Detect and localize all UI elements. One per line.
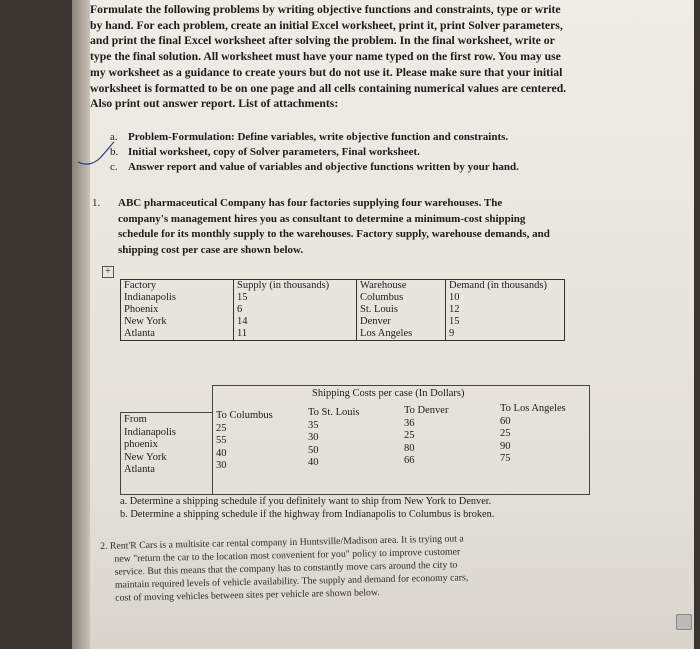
problem-line: ABC pharmaceutical Company has four factories supplying four warehouses. The <box>118 197 503 209</box>
problem-line: service. But this means that the company has to constantly move cars around the city to <box>114 559 458 578</box>
table-cell: Atlanta <box>121 328 234 341</box>
instructions-paragraph <box>90 2 566 112</box>
cost-cell: 25 <box>216 422 227 434</box>
attachment-item <box>92 160 519 175</box>
attachment-item <box>92 145 519 160</box>
header-cell: Factory <box>121 280 234 293</box>
column-header: To St. Louis <box>308 407 360 418</box>
table-cell: St. Louis <box>357 304 446 316</box>
denver-column <box>404 405 448 468</box>
document-page <box>72 0 694 649</box>
cost-cell: 25 <box>500 428 511 439</box>
from-cell: phoenix <box>124 439 158 450</box>
table-row <box>121 292 565 304</box>
los-angeles-column <box>500 403 566 466</box>
instruction-line: worksheet is formatted to be on one page and all cells containing numerical values are centered. <box>90 81 567 95</box>
from-cell: New York <box>124 451 167 463</box>
table-cell: Columbus <box>357 292 446 304</box>
item-letter: b. <box>110 146 119 158</box>
column-header: To Los Angeles <box>500 403 566 414</box>
attachments-list <box>92 130 519 175</box>
cost-cell: 90 <box>500 440 511 452</box>
table-cell: 15 <box>446 316 565 328</box>
cost-cell: 30 <box>308 432 319 443</box>
columbus-column <box>216 410 273 473</box>
table-cell: Los Angeles <box>357 328 446 341</box>
header-cell: Demand (in thousands) <box>446 280 565 293</box>
cost-cell: 40 <box>216 447 227 459</box>
from-cell: Atlanta <box>124 464 155 475</box>
cost-cell: 75 <box>500 453 511 464</box>
cost-table-caption: Shipping Costs per case (In Dollars) <box>312 388 465 399</box>
item-text: Answer report and value of variables and objective functions written by your hand. <box>128 161 519 173</box>
page-edge-shadow <box>72 0 90 649</box>
question-letter: a. <box>120 496 128 507</box>
cost-cell: 60 <box>500 415 511 427</box>
cost-cell: 66 <box>404 455 415 466</box>
item-text: Initial worksheet, copy of Solver parameters, Final worksheet. <box>128 146 420 158</box>
question-item <box>120 508 494 521</box>
from-cell: Indianapolis <box>124 426 176 438</box>
table-row <box>121 304 565 316</box>
table-row <box>121 316 565 328</box>
table-cell: Phoenix <box>121 304 234 316</box>
item-letter: c. <box>110 161 118 173</box>
instruction-line: by hand. For each problem, create an initial Excel worksheet, print it, print Solver parameters, <box>90 18 563 32</box>
problem-line-text: Rent'R Cars is a multisite car rental company in Huntsville/Madison area. It is trying out a <box>109 533 464 552</box>
table-cell: Denver <box>357 316 446 328</box>
problem-line: shipping cost per case are shown below. <box>118 243 304 256</box>
problem-line: company's management hires you as consultant to determine a minimum-cost shipping <box>118 212 526 225</box>
table-cell: 11 <box>234 328 357 341</box>
header-cell: Supply (in thousands) <box>234 280 357 293</box>
table-cell: 9 <box>446 328 565 341</box>
table-cell: 15 <box>234 292 357 304</box>
header-cell: Warehouse <box>357 280 446 293</box>
supply-demand-table <box>120 279 565 341</box>
problem-2 <box>100 532 469 605</box>
cost-cell: 35 <box>308 419 319 431</box>
instruction-line: Also print out answer report. List of attachments: <box>90 97 339 111</box>
cost-cell: 30 <box>216 460 227 471</box>
st-louis-column <box>308 407 359 470</box>
cost-cell: 80 <box>404 442 415 454</box>
question-item <box>120 495 494 508</box>
attachment-item <box>92 130 519 145</box>
scroll-corner-button[interactable] <box>676 614 692 630</box>
item-letter: a. <box>110 131 118 143</box>
question-text: Determine a shipping schedule if the highway from Indianapolis to Columbus is broken. <box>130 509 495 520</box>
table-cell: 6 <box>234 304 357 316</box>
table-header-row <box>121 280 565 293</box>
table-cell: New York <box>121 316 234 328</box>
instruction-line: Formulate the following problems by writing objective functions and constraints, type or write <box>90 3 561 16</box>
cost-cell: 36 <box>404 417 415 429</box>
from-header: From <box>124 414 147 425</box>
question-text: Determine a shipping schedule if you definitely want to ship from New York to Denver. <box>129 496 492 507</box>
instruction-line: type the final solution. All worksheet must have your name typed on the first row. You may use <box>90 50 561 64</box>
table-row <box>121 328 565 341</box>
cost-cell: 25 <box>404 430 415 441</box>
table-move-handle-icon[interactable]: + <box>102 266 114 278</box>
instruction-line: and print the final Excel worksheet after solving the problem. In the final worksheet, write or <box>90 34 555 48</box>
cost-cell: 55 <box>216 435 227 446</box>
table-cell: 10 <box>446 292 565 304</box>
problem-number: 1. <box>92 197 101 209</box>
from-column <box>124 414 176 477</box>
cost-cell: 40 <box>308 457 319 468</box>
problem-line: maintain required levels of vehicle availability. The supply and demand for economy cars, <box>114 572 469 591</box>
problem-number: 2. <box>100 540 108 552</box>
problem-line: schedule for its monthly supply to the warehouses. Factory supply, warehouse demands, and <box>118 228 550 240</box>
shipping-cost-table <box>120 385 590 495</box>
problem-1-text <box>118 196 550 258</box>
column-header: To Denver <box>404 405 449 416</box>
column-header: To Columbus <box>216 410 273 421</box>
instruction-line: my worksheet as a guidance to create yours but do not use it. Please make sure that your initial <box>90 65 563 79</box>
cost-cell: 50 <box>308 444 319 456</box>
question-letter: b. <box>120 509 128 520</box>
table-cell: 14 <box>234 316 357 328</box>
problem-line: cost of moving vehicles between sites per vehicle are shown below. <box>115 587 380 604</box>
table-cell: Indianapolis <box>121 292 234 304</box>
item-text: Problem-Formulation: Define variables, write objective function and constraints. <box>128 131 509 143</box>
table-cell: 12 <box>446 304 565 316</box>
problem-line: new "return the car to the location most convenient for you" policy to improve customer <box>114 546 461 565</box>
problem-1-questions <box>120 495 494 521</box>
